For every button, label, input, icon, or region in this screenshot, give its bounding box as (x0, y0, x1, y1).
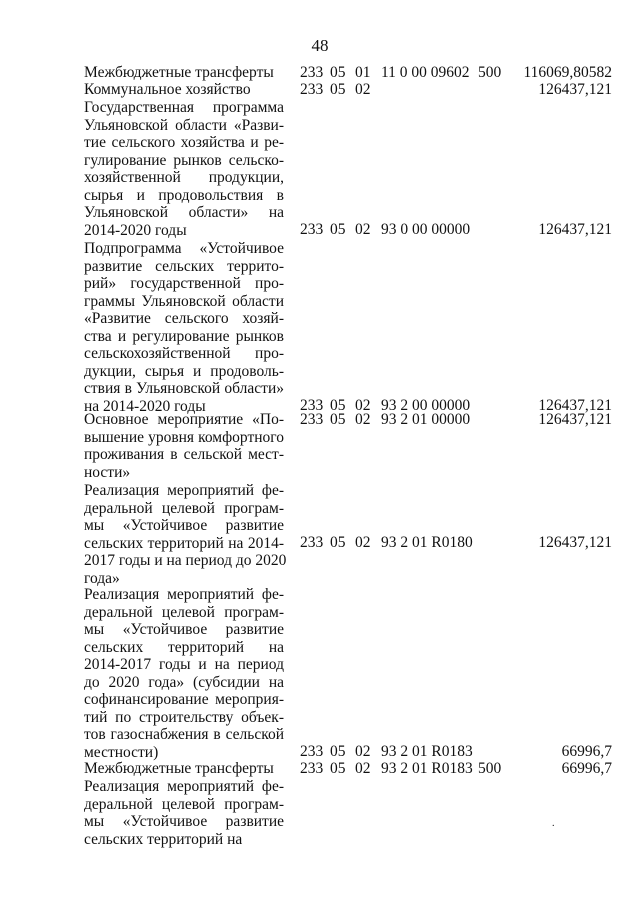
target-article-code: 93 2 01 R0183 (381, 743, 473, 760)
description-line: на 2014-2020 годы (84, 397, 206, 415)
description-line: Межбюджетные трансферты (84, 64, 274, 81)
description-line: мы «Устойчивое развитие (84, 813, 284, 830)
amount-value: 66996,7 (561, 760, 612, 777)
description-line: деральной целевой програм- (84, 499, 284, 517)
description-line: Реализация мероприятий фе- (84, 778, 284, 795)
row-description (84, 760, 284, 778)
amount-value: 126437,121 (538, 411, 612, 428)
target-article-code: 93 2 01 R0180 (381, 534, 473, 551)
page-number: 48 (311, 36, 329, 55)
amount-value: 126437,121 (538, 397, 612, 414)
description-line: хозяйственной продукции, (84, 169, 284, 186)
target-article-code: 93 2 00 00000 (381, 397, 471, 414)
description-line: дукции, сырья и продоволь- (84, 362, 284, 380)
description-line: деральной целевой програм- (84, 603, 284, 621)
row-description (84, 778, 284, 848)
section-code: 05 (330, 743, 346, 760)
admin-code: 233 (300, 534, 324, 551)
admin-code: 233 (300, 397, 324, 414)
description-line: софинансирование мероприя- (84, 691, 284, 708)
description-line: Реализация мероприятий фе- (84, 482, 284, 499)
subsection-code: 02 (355, 411, 371, 428)
row-description (84, 482, 287, 587)
description-line: 2014-2020 годы (84, 221, 187, 239)
description-line: развитие сельских террито- (84, 257, 284, 275)
admin-code: 233 (300, 760, 324, 777)
description-line: сельских территорий на 2014- (84, 534, 284, 552)
subsection-code: 02 (355, 81, 371, 98)
description-line: мы «Устойчивое развитие (84, 621, 284, 638)
description-line: сельскохозяйственной про- (84, 345, 284, 362)
section-code: 05 (330, 221, 346, 238)
subsection-code: 01 (355, 64, 371, 81)
row-description (84, 586, 284, 761)
description-line: рий» государственной про- (84, 275, 284, 292)
admin-code: 233 (300, 64, 324, 81)
expense-type-code: 500 (478, 64, 502, 81)
description-line: Подпрограмма «Устойчивое (84, 240, 284, 257)
description-line: Ульяновской области «Разви- (84, 116, 284, 134)
description-line: Коммунальное хозяйство (84, 81, 251, 98)
target-article-code: 11 0 00 09602 (381, 64, 470, 81)
description-line: мы «Устойчивое развитие (84, 517, 284, 534)
target-article-code: 93 2 01 00000 (381, 411, 471, 428)
description-line: года» (84, 569, 120, 587)
amount-value: 116069,80582 (523, 64, 612, 81)
target-article-code: 93 2 01 R0183 (381, 760, 473, 777)
description-line: тие сельского хозяйства и ре- (84, 134, 284, 151)
section-code: 05 (330, 760, 346, 777)
admin-code: 233 (300, 411, 324, 428)
admin-code: 233 (300, 221, 324, 238)
description-line: Государственная программа (84, 99, 284, 116)
description-line: ства и регулирование рынков (84, 327, 284, 345)
section-code: 05 (330, 534, 346, 551)
section-code: 05 (330, 64, 346, 81)
description-line: Ульяновской области» на (84, 204, 284, 221)
description-line: Основное мероприятие «По- (84, 411, 284, 428)
stray-mark: . (552, 818, 555, 829)
description-line: граммы Ульяновской области (84, 292, 284, 310)
description-line: проживания в сельской мест- (84, 446, 284, 463)
description-line: местности) (84, 743, 159, 761)
description-line: тов газоснабжения в сельской (84, 726, 284, 743)
description-line: тий по строительству объек- (84, 708, 284, 726)
description-line: сельских территорий на (84, 830, 243, 848)
description-line: 2017 годы и на период до 2020 (84, 552, 287, 569)
subsection-code: 02 (355, 397, 371, 414)
description-line: Межбюджетные трансферты (84, 760, 274, 777)
row-description (84, 411, 284, 481)
description-line: сельских территорий на (84, 638, 284, 656)
row-description (84, 81, 284, 99)
description-line: вышение уровня комфортного (84, 428, 284, 446)
admin-code: 233 (300, 743, 324, 760)
description-line: «Развитие сельского хозяй- (84, 310, 284, 327)
row-description (84, 240, 284, 415)
target-article-code: 93 0 00 00000 (381, 221, 471, 238)
section-code: 05 (330, 397, 346, 414)
amount-value: 66996,7 (561, 743, 612, 760)
subsection-code: 02 (355, 534, 371, 551)
description-line: 2014-2017 годы и на период (84, 656, 284, 673)
section-code: 05 (330, 411, 346, 428)
subsection-code: 02 (355, 743, 371, 760)
description-line: ности» (84, 463, 131, 481)
description-line: гулирование рынков сельско- (84, 151, 284, 169)
row-description (84, 99, 284, 239)
description-line: сырья и продовольствия в (84, 186, 284, 204)
row-description (84, 64, 284, 82)
expense-type-code: 500 (478, 760, 502, 777)
amount-value: 126437,121 (538, 534, 612, 551)
description-line: до 2020 года» (субсидии на (84, 673, 284, 691)
subsection-code: 02 (355, 221, 371, 238)
amount-value: 126437,121 (538, 221, 612, 238)
description-line: деральной целевой програм- (84, 795, 284, 813)
section-code: 05 (330, 81, 346, 98)
subsection-code: 02 (355, 760, 371, 777)
amount-value: 126437,121 (538, 81, 612, 98)
admin-code: 233 (300, 81, 324, 98)
description-line: ствия в Ульяновской области» (84, 380, 284, 397)
description-line: Реализация мероприятий фе- (84, 586, 284, 603)
